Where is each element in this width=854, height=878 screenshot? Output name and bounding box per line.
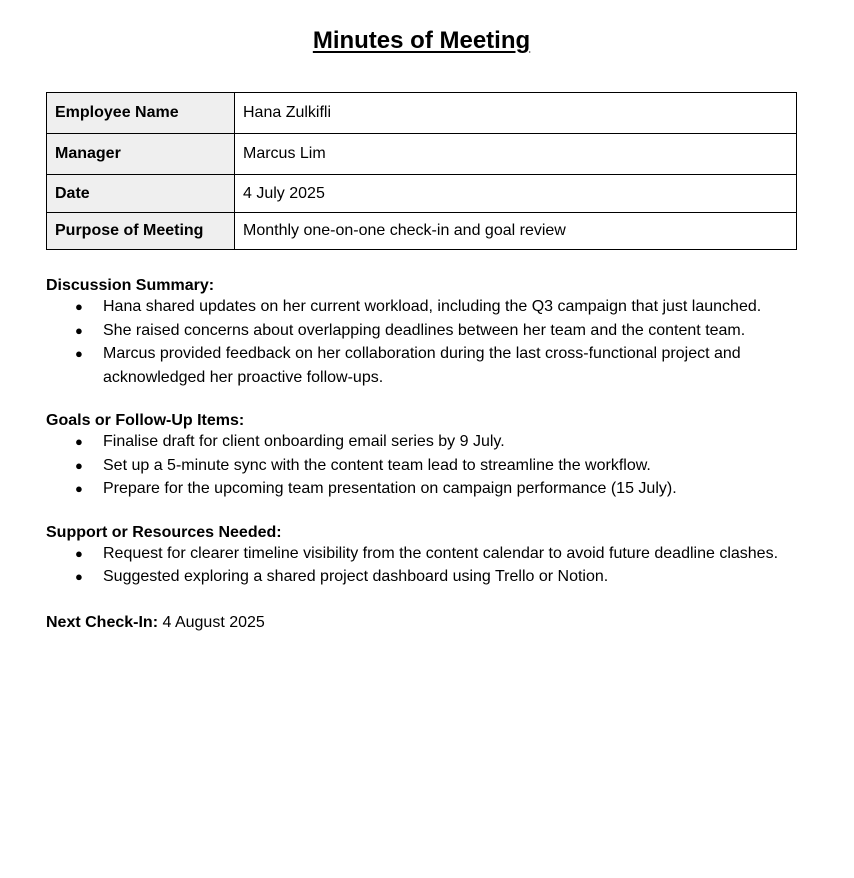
bullet-icon: ● (75, 545, 83, 561)
bullet-icon: ● (75, 569, 83, 584)
list-item-text: She raised concerns about overlapping deadlines between her team and the content team. (103, 321, 746, 339)
list-item-text: Request for clearer timeline visibility from the content calendar to avoid future deadline clashes. (103, 544, 779, 562)
employee-name-label: Employee Name (47, 93, 235, 134)
list-item (46, 477, 797, 501)
bullet-icon: ● (75, 299, 83, 314)
bullet-icon: ● (75, 481, 83, 496)
list-item (46, 295, 797, 319)
table-row (47, 175, 797, 213)
list-item-text: Set up a 5-minute sync with the content team lead to streamline the workflow. (103, 456, 651, 474)
employee-name-value: Hana Zulkifli (235, 93, 797, 134)
list-item (46, 319, 797, 343)
list-item-text: Hana shared updates on her current workload, including the Q3 campaign that just launched. (103, 298, 762, 315)
list-item (46, 342, 797, 389)
bullet-icon: ● (75, 346, 83, 361)
list-item-text: Prepare for the upcoming team presentation on campaign performance (15 July). (103, 480, 677, 497)
bullet-icon: ● (75, 322, 83, 338)
list-item (46, 430, 797, 454)
next-checkin-label: Next Check-In: (46, 613, 159, 631)
list-item-text: Marcus provided feedback on her collaboration during the last cross-functional project and acknowledged her proactive follow-ups. (103, 345, 741, 386)
list-item-text: Suggested exploring a shared project dashboard using Trello or Notion. (103, 568, 609, 585)
document-page (46, 0, 797, 632)
purpose-value: Monthly one-on-one check-in and goal review (235, 213, 797, 250)
bullet-icon: ● (75, 457, 83, 473)
manager-label: Manager (47, 134, 235, 175)
meeting-info-table (46, 92, 797, 250)
discussion-summary-heading: Discussion Summary: (46, 277, 215, 294)
date-value: 4 July 2025 (235, 175, 797, 213)
next-checkin (46, 613, 797, 632)
table-row (47, 93, 797, 134)
list-item (46, 454, 797, 478)
table-row (47, 213, 797, 250)
table-row (47, 134, 797, 175)
manager-value: Marcus Lim (235, 134, 797, 175)
document-title: Minutes of Meeting (312, 27, 531, 54)
support-heading: Support or Resources Needed: (46, 523, 282, 541)
list-item-text: Finalise draft for client onboarding email series by 9 July. (103, 433, 505, 450)
goals-list (46, 430, 797, 501)
support-list (46, 542, 797, 589)
list-item (46, 542, 797, 566)
date-label: Date (47, 175, 235, 213)
goals-heading: Goals or Follow-Up Items: (46, 412, 245, 429)
discussion-summary-list (46, 295, 797, 389)
purpose-label: Purpose of Meeting (47, 213, 235, 250)
list-item (46, 565, 797, 589)
bullet-icon: ● (75, 434, 83, 449)
next-checkin-value: 4 August 2025 (162, 613, 265, 631)
